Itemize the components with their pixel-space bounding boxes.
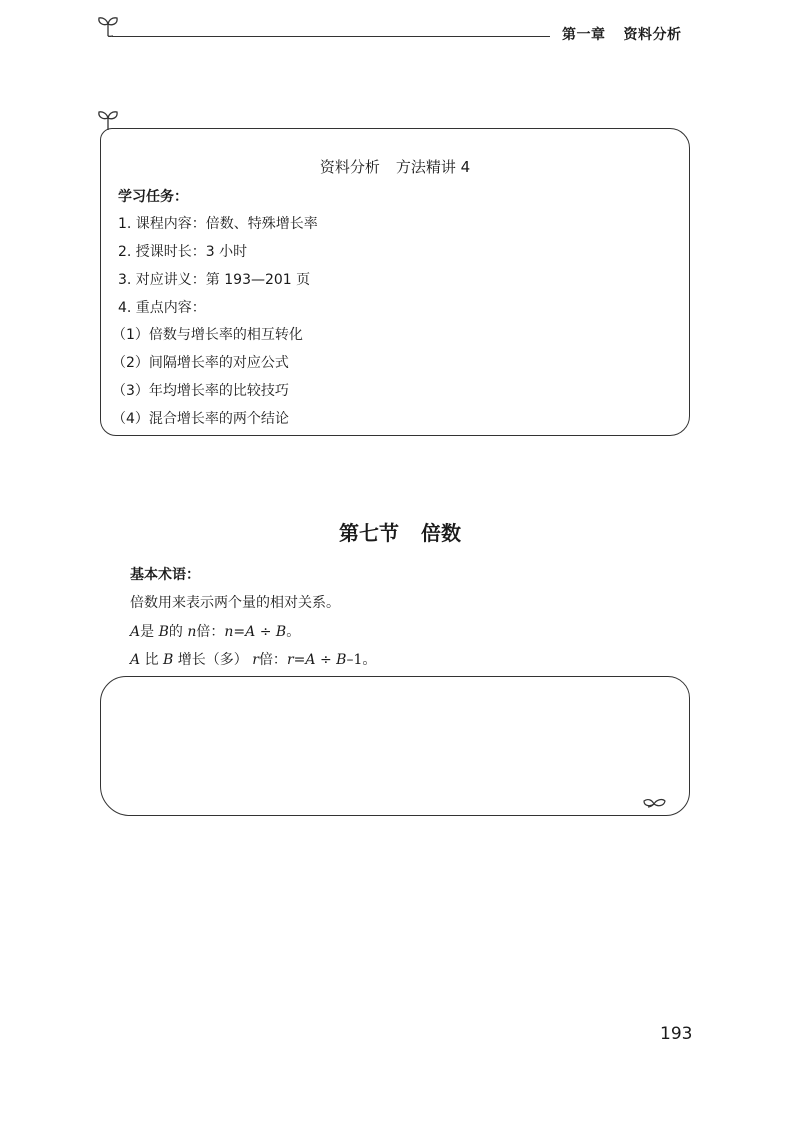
var-n: n <box>187 624 197 640</box>
var-r: r <box>252 652 259 668</box>
task-item: 2. 授课时长：3 小时 <box>118 244 248 260</box>
header-rule <box>112 36 550 37</box>
note-box <box>100 676 690 816</box>
terms-label: 基本术语： <box>130 567 200 583</box>
formula-r: r <box>286 652 294 668</box>
task-item: 1. 课程内容：倍数、特殊增长率 <box>118 216 318 232</box>
formula-eq: = <box>233 624 246 640</box>
header-chapter-number: 第一章 <box>562 27 606 43</box>
formula-b: B <box>275 624 287 640</box>
header-chapter-label <box>562 24 682 44</box>
page-number: 193 <box>660 1024 693 1044</box>
definition-text: 倍数用来表示两个量的相对关系。 <box>130 595 340 611</box>
formula-b: B <box>336 652 347 668</box>
task-subitem: （4）混合增长率的两个结论 <box>112 411 289 427</box>
task-subitem: （2）间隔增长率的对应公式 <box>112 355 289 371</box>
formula-a: A <box>305 652 316 668</box>
formula-a: A <box>245 624 256 640</box>
var-b: B <box>163 652 174 668</box>
formula-div: ÷ <box>315 652 337 668</box>
formula-tail: –1 <box>346 652 363 668</box>
note-box-sprout-icon <box>642 795 668 809</box>
task-item: 3. 对应讲义：第 193—201 页 <box>118 272 311 288</box>
task-box-title-lesson: 方法精讲 4 <box>395 158 471 176</box>
word-growth: 增长（多） <box>177 652 248 668</box>
formula-div: ÷ <box>255 624 276 640</box>
section-title <box>0 517 800 546</box>
word-is: 是 <box>140 624 155 640</box>
section-name: 倍数 <box>421 521 461 545</box>
header-sprout-icon <box>96 14 126 38</box>
var-b: B <box>158 624 169 640</box>
task-subitem: （3）年均增长率的比较技巧 <box>112 383 289 399</box>
task-item: 4. 重点内容： <box>118 300 206 316</box>
formula-end: 。 <box>286 624 301 640</box>
var-a: A <box>130 652 141 668</box>
formula-eq: = <box>293 652 306 668</box>
word-de: 的 <box>168 624 183 640</box>
word-bei: 倍： <box>196 624 225 640</box>
rule-multiple <box>130 621 300 641</box>
word-bei: 倍： <box>258 652 287 668</box>
header-chapter-title: 资料分析 <box>623 27 682 43</box>
section-number: 第七节 <box>339 521 399 545</box>
task-subitem: （1）倍数与增长率的相互转化 <box>112 327 303 343</box>
task-label: 学习任务： <box>118 189 188 205</box>
formula-end: 。 <box>362 652 377 668</box>
formula-n: n <box>224 624 234 640</box>
var-a: A <box>130 624 141 640</box>
task-box-title-subject: 资料分析 <box>319 158 380 176</box>
task-box-title <box>100 156 690 177</box>
rule-growth-multiple <box>130 649 376 669</box>
word-bi: 比 <box>144 652 159 668</box>
